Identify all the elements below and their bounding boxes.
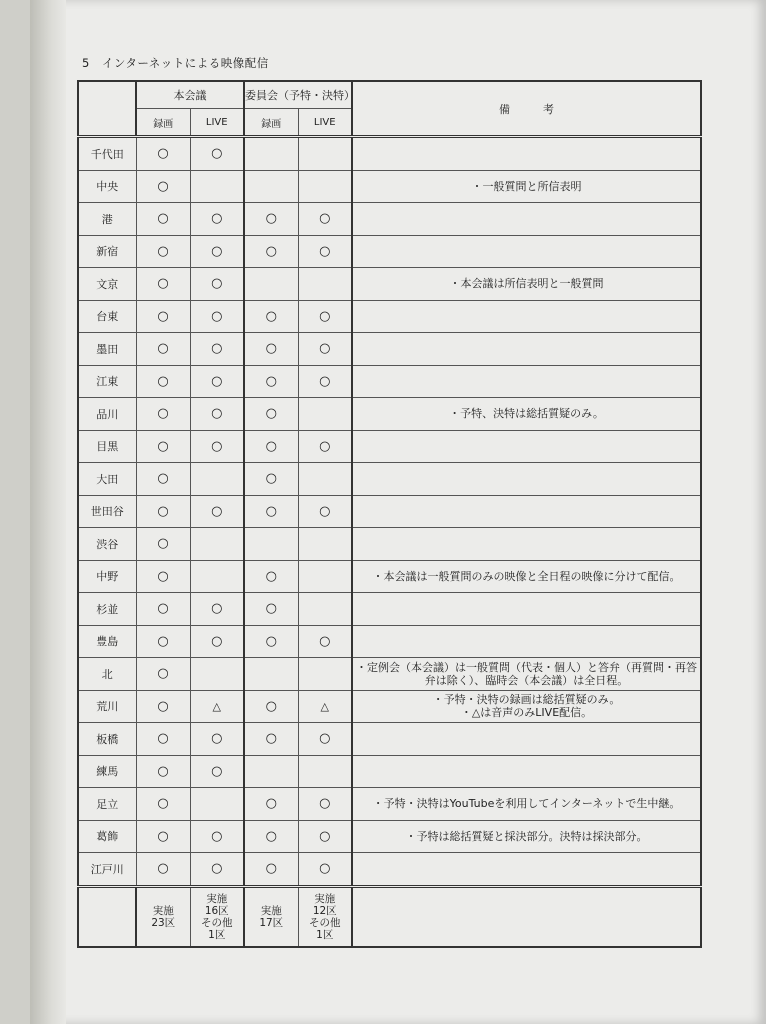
circle-mark: ○	[211, 601, 223, 617]
circle-mark: ○	[265, 373, 277, 389]
committee-live-cell	[298, 398, 352, 431]
circle-mark: ○	[319, 438, 331, 454]
remarks-cell	[352, 625, 701, 658]
plenary-live-cell	[190, 398, 244, 431]
plenary-live-cell	[190, 365, 244, 398]
committee-live-cell	[298, 333, 352, 366]
ward-name-cell: 杉並	[78, 593, 136, 626]
remarks-cell: ・一般質問と所信表明	[352, 170, 701, 203]
circle-mark: ○	[265, 568, 277, 584]
circle-mark: ○	[211, 731, 223, 747]
circle-mark: ○	[157, 471, 169, 487]
circle-mark: ○	[157, 373, 169, 389]
plenary-live-cell	[190, 235, 244, 268]
plenary-live-cell	[190, 788, 244, 821]
circle-mark: ○	[265, 308, 277, 324]
table-row	[78, 658, 701, 691]
committee-recording-cell	[244, 690, 298, 723]
plenary-recording-header: 録画	[136, 109, 190, 137]
circle-mark: ○	[157, 308, 169, 324]
circle-mark: ○	[319, 731, 331, 747]
table-row	[78, 723, 701, 756]
plenary-recording-cell	[136, 398, 190, 431]
committee-recording-cell	[244, 365, 298, 398]
committee-live-cell	[298, 723, 352, 756]
plenary-live-cell	[190, 755, 244, 788]
plenary-recording-cell	[136, 365, 190, 398]
committee-live-cell	[298, 820, 352, 853]
committee-recording-cell	[244, 593, 298, 626]
circle-mark: ○	[157, 763, 169, 779]
plenary-live-cell	[190, 268, 244, 301]
plenary-recording-cell	[136, 690, 190, 723]
table-row	[78, 430, 701, 463]
circle-mark: ○	[211, 438, 223, 454]
remarks-cell	[352, 853, 701, 887]
committee-live-cell	[298, 137, 352, 171]
ward-name-cell: 板橋	[78, 723, 136, 756]
committee-live-cell	[298, 755, 352, 788]
circle-mark: ○	[319, 828, 331, 844]
circle-mark: ○	[265, 601, 277, 617]
plenary-live-cell	[190, 625, 244, 658]
ward-name-cell: 江戸川	[78, 853, 136, 887]
circle-mark: ○	[319, 341, 331, 357]
plenary-live-cell	[190, 430, 244, 463]
circle-mark: ○	[211, 763, 223, 779]
committee-live-cell	[298, 658, 352, 691]
remarks-cell	[352, 495, 701, 528]
remarks-cell: ・本会議は所信表明と一般質問	[352, 268, 701, 301]
plenary-live-cell	[190, 658, 244, 691]
circle-mark: ○	[265, 861, 277, 877]
circle-mark: ○	[157, 731, 169, 747]
remarks-header: 備 考	[352, 81, 701, 137]
circle-mark: ○	[157, 438, 169, 454]
circle-mark: ○	[211, 633, 223, 649]
circle-mark: ○	[265, 796, 277, 812]
ward-name-cell: 荒川	[78, 690, 136, 723]
ward-name-cell: 台東	[78, 300, 136, 333]
triangle-mark: △	[320, 699, 329, 713]
remarks-cell: ・予特、決特は総括質疑のみ。	[352, 398, 701, 431]
table-row	[78, 398, 701, 431]
table-row	[78, 495, 701, 528]
circle-mark: ○	[157, 796, 169, 812]
committee-live-cell	[298, 495, 352, 528]
plenary-recording-cell	[136, 528, 190, 561]
committee-live-cell	[298, 463, 352, 496]
committee-live-cell	[298, 788, 352, 821]
plenary-recording-cell	[136, 333, 190, 366]
ward-name-cell: 文京	[78, 268, 136, 301]
plenary-recording-cell	[136, 755, 190, 788]
committee-live-cell	[298, 625, 352, 658]
circle-mark: ○	[265, 438, 277, 454]
table-row	[78, 625, 701, 658]
plenary-live-cell	[190, 137, 244, 171]
committee-live-cell	[298, 430, 352, 463]
remarks-cell	[352, 528, 701, 561]
remarks-cell: ・予特・決特はYouTubeを利用してインターネットで生中継。	[352, 788, 701, 821]
remarks-cell: ・予特は総括質疑と採決部分。決特は採決部分。	[352, 820, 701, 853]
committee-recording-cell	[244, 398, 298, 431]
plenary-live-header: LIVE	[190, 109, 244, 137]
committee-recording-cell	[244, 235, 298, 268]
circle-mark: ○	[211, 503, 223, 519]
committee-live-cell	[298, 690, 352, 723]
remarks-cell	[352, 723, 701, 756]
committee-recording-cell	[244, 268, 298, 301]
plenary-live-cell	[190, 690, 244, 723]
table-row	[78, 137, 701, 171]
circle-mark: ○	[265, 406, 277, 422]
table-row	[78, 788, 701, 821]
circle-mark: ○	[157, 503, 169, 519]
circle-mark: ○	[265, 698, 277, 714]
broadcast-table	[77, 80, 702, 948]
plenary-recording-cell	[136, 820, 190, 853]
circle-mark: ○	[211, 828, 223, 844]
plenary-live-cell	[190, 170, 244, 203]
committee-recording-cell	[244, 853, 298, 887]
plenary-live-cell	[190, 593, 244, 626]
ward-name-cell: 目黒	[78, 430, 136, 463]
remarks-cell	[352, 333, 701, 366]
table-row	[78, 528, 701, 561]
committee-header: 委員会（予特・決特）	[244, 81, 352, 109]
ward-name-cell: 港	[78, 203, 136, 236]
ward-name-cell: 世田谷	[78, 495, 136, 528]
committee-live-cell	[298, 300, 352, 333]
circle-mark: ○	[157, 698, 169, 714]
triangle-mark: △	[212, 699, 221, 713]
ward-name-cell: 足立	[78, 788, 136, 821]
circle-mark: ○	[211, 211, 223, 227]
plenary-live-cell	[190, 820, 244, 853]
circle-mark: ○	[157, 568, 169, 584]
totals-remarks-cell	[352, 886, 701, 947]
circle-mark: ○	[319, 633, 331, 649]
ward-name-cell: 渋谷	[78, 528, 136, 561]
table-row	[78, 820, 701, 853]
total-cell: 実施 23区	[136, 886, 190, 947]
circle-mark: ○	[319, 503, 331, 519]
committee-live-cell	[298, 203, 352, 236]
committee-live-cell	[298, 593, 352, 626]
circle-mark: ○	[265, 341, 277, 357]
plenary-live-cell	[190, 300, 244, 333]
committee-live-cell	[298, 365, 352, 398]
committee-recording-cell	[244, 137, 298, 171]
circle-mark: ○	[157, 211, 169, 227]
committee-recording-cell	[244, 658, 298, 691]
committee-live-cell	[298, 235, 352, 268]
circle-mark: ○	[157, 341, 169, 357]
table-row	[78, 853, 701, 887]
circle-mark: ○	[265, 211, 277, 227]
committee-recording-header: 録画	[244, 109, 298, 137]
table-row	[78, 755, 701, 788]
plenary-live-cell	[190, 203, 244, 236]
ward-name-cell: 品川	[78, 398, 136, 431]
circle-mark: ○	[157, 601, 169, 617]
circle-mark: ○	[157, 536, 169, 552]
table-row	[78, 235, 701, 268]
circle-mark: ○	[319, 861, 331, 877]
plenary-recording-cell	[136, 203, 190, 236]
table-row	[78, 333, 701, 366]
circle-mark: ○	[265, 243, 277, 259]
ward-name-cell: 墨田	[78, 333, 136, 366]
committee-recording-cell	[244, 820, 298, 853]
circle-mark: ○	[157, 146, 169, 162]
plenary-recording-cell	[136, 788, 190, 821]
committee-recording-cell	[244, 170, 298, 203]
circle-mark: ○	[211, 308, 223, 324]
table-row	[78, 268, 701, 301]
totals-label-cell	[78, 886, 136, 947]
committee-live-header: LIVE	[298, 109, 352, 137]
circle-mark: ○	[211, 146, 223, 162]
plenary-live-cell	[190, 853, 244, 887]
table-row	[78, 365, 701, 398]
page-binding	[30, 0, 66, 1024]
circle-mark: ○	[157, 406, 169, 422]
committee-recording-cell	[244, 528, 298, 561]
total-cell: 実施 16区 その他 1区	[190, 886, 244, 947]
remarks-cell	[352, 203, 701, 236]
plenary-recording-cell	[136, 137, 190, 171]
committee-live-cell	[298, 170, 352, 203]
circle-mark: ○	[211, 341, 223, 357]
table-row	[78, 560, 701, 593]
circle-mark: ○	[319, 243, 331, 259]
plenary-recording-cell	[136, 560, 190, 593]
plenary-recording-cell	[136, 723, 190, 756]
ward-name-cell: 中央	[78, 170, 136, 203]
circle-mark: ○	[211, 861, 223, 877]
ward-header	[78, 81, 136, 137]
table-row	[78, 463, 701, 496]
committee-recording-cell	[244, 203, 298, 236]
plenary-recording-cell	[136, 625, 190, 658]
ward-name-cell: 新宿	[78, 235, 136, 268]
remarks-cell	[352, 365, 701, 398]
circle-mark: ○	[265, 828, 277, 844]
ward-name-cell: 中野	[78, 560, 136, 593]
circle-mark: ○	[265, 731, 277, 747]
remarks-cell	[352, 430, 701, 463]
remarks-cell: ・予特・決特の録画は総括質疑のみ。 ・△は音声のみLIVE配信。	[352, 690, 701, 723]
committee-recording-cell	[244, 755, 298, 788]
circle-mark: ○	[319, 211, 331, 227]
ward-name-cell: 葛飾	[78, 820, 136, 853]
circle-mark: ○	[319, 796, 331, 812]
committee-recording-cell	[244, 430, 298, 463]
committee-recording-cell	[244, 723, 298, 756]
remarks-cell: ・本会議は一般質問のみの映像と全日程の映像に分けて配信。	[352, 560, 701, 593]
plenary-live-cell	[190, 333, 244, 366]
remarks-cell	[352, 593, 701, 626]
circle-mark: ○	[157, 666, 169, 682]
ward-name-cell: 練馬	[78, 755, 136, 788]
remarks-cell	[352, 235, 701, 268]
circle-mark: ○	[211, 373, 223, 389]
committee-live-cell	[298, 853, 352, 887]
total-cell: 実施 17区	[244, 886, 298, 947]
plenary-recording-cell	[136, 170, 190, 203]
plenary-recording-cell	[136, 235, 190, 268]
committee-live-cell	[298, 528, 352, 561]
circle-mark: ○	[157, 861, 169, 877]
committee-recording-cell	[244, 788, 298, 821]
total-cell: 実施 12区 その他 1区	[298, 886, 352, 947]
committee-live-cell	[298, 560, 352, 593]
circle-mark: ○	[265, 503, 277, 519]
ward-name-cell: 北	[78, 658, 136, 691]
table-row	[78, 300, 701, 333]
committee-recording-cell	[244, 463, 298, 496]
plenary-recording-cell	[136, 853, 190, 887]
remarks-cell	[352, 137, 701, 171]
circle-mark: ○	[319, 308, 331, 324]
committee-recording-cell	[244, 625, 298, 658]
remarks-cell	[352, 463, 701, 496]
committee-recording-cell	[244, 495, 298, 528]
plenary-live-cell	[190, 463, 244, 496]
circle-mark: ○	[319, 373, 331, 389]
plenary-live-cell	[190, 560, 244, 593]
plenary-live-cell	[190, 495, 244, 528]
plenary-recording-cell	[136, 268, 190, 301]
committee-live-cell	[298, 268, 352, 301]
circle-mark: ○	[157, 276, 169, 292]
section-title: 5 インターネットによる映像配信	[82, 56, 269, 70]
table-row	[78, 203, 701, 236]
circle-mark: ○	[265, 471, 277, 487]
plenary-recording-cell	[136, 300, 190, 333]
plenary-recording-cell	[136, 463, 190, 496]
plenary-recording-cell	[136, 593, 190, 626]
plenary-recording-cell	[136, 495, 190, 528]
ward-name-cell: 豊島	[78, 625, 136, 658]
committee-recording-cell	[244, 300, 298, 333]
circle-mark: ○	[157, 828, 169, 844]
circle-mark: ○	[157, 178, 169, 194]
table-row	[78, 690, 701, 723]
plenary-recording-cell	[136, 658, 190, 691]
committee-recording-cell	[244, 333, 298, 366]
plenary-live-cell	[190, 528, 244, 561]
circle-mark: ○	[211, 276, 223, 292]
plenary-recording-cell	[136, 430, 190, 463]
plenary-header: 本会議	[136, 81, 244, 109]
remarks-cell: ・定例会（本会議）は一般質問（代表・個人）と答弁（再質問・再答弁は除く）、臨時会（本会議）は全日程。	[352, 658, 701, 691]
remarks-cell	[352, 300, 701, 333]
table-row	[78, 593, 701, 626]
ward-name-cell: 千代田	[78, 137, 136, 171]
ward-name-cell: 大田	[78, 463, 136, 496]
circle-mark: ○	[211, 406, 223, 422]
committee-recording-cell	[244, 560, 298, 593]
table-row	[78, 170, 701, 203]
circle-mark: ○	[157, 243, 169, 259]
ward-name-cell: 江東	[78, 365, 136, 398]
circle-mark: ○	[265, 633, 277, 649]
circle-mark: ○	[211, 243, 223, 259]
circle-mark: ○	[157, 633, 169, 649]
plenary-live-cell	[190, 723, 244, 756]
remarks-cell	[352, 755, 701, 788]
